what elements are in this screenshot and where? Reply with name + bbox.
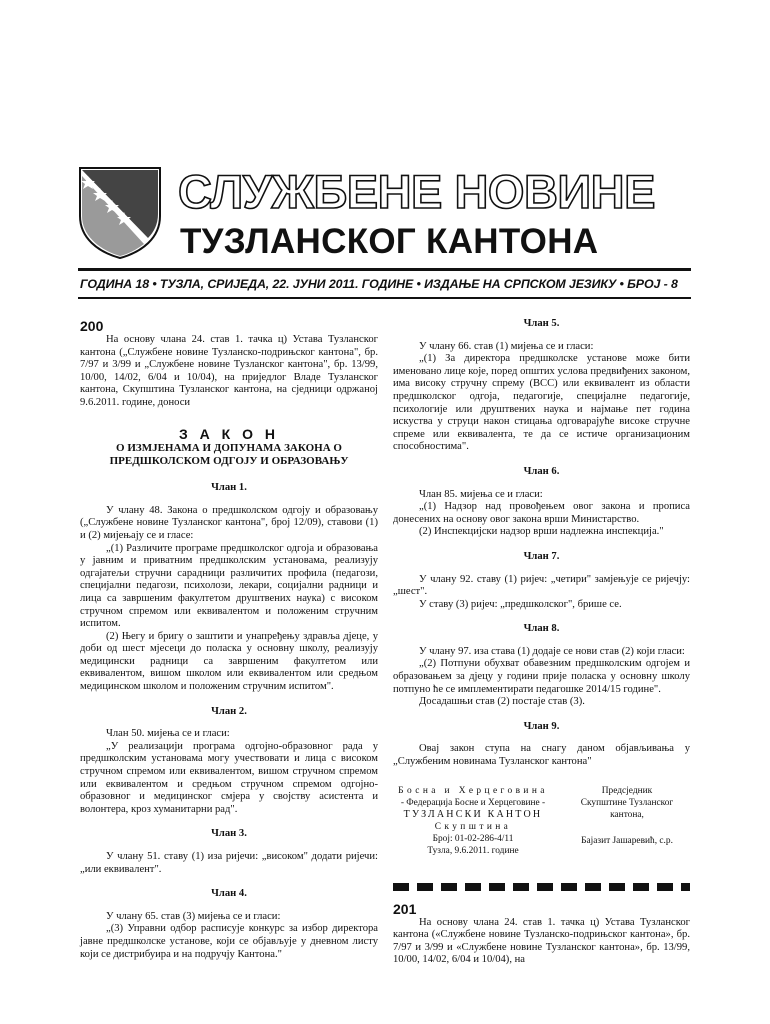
- article-heading: Члан 4.: [211, 888, 247, 900]
- article-paragraph: „(1) Различите програме предшколског одгоја и образовања у јавним и приватним предшколским установама, реализују одгајатељи стручни сарадници различитих профила (педагози, специјални педагози, психолози, лекари, социјални радници и лица са завршеним факултетом друштвених наука) с високом стручном спремом или еквивалентом и положеним стручним испитом.: [80, 542, 378, 630]
- article-paragraph: У члану 92. ставу (1) ријеч: „четири" замјењује се ријечју: „шест".: [393, 573, 690, 598]
- article-heading: Члан 1.: [211, 482, 247, 494]
- signature-issuer: [393, 785, 553, 857]
- issuer-federation: - Федерација Босне и Херцеговине -: [400, 797, 546, 808]
- act-preamble: На основу члана 24. став 1. тачка ц) Устава Тузланског кантона („Службене новине Тузланско-подрињског кантона", бр. 7/97 и 3/99 и „Службене новине Тузланског кантона", бр. 13/99, 10/00, 14/02, 6/04 и 10/04), на приједлог Владе Тузланског кантона, Скупштина Тузланског кантона, на сједници одржаној 9.6.2011. године, доноси: [80, 334, 378, 408]
- article-heading: Члан 9.: [523, 720, 560, 732]
- article-paragraph: У члану 66. став (1) мијења се и гласи:: [419, 340, 594, 352]
- act-preamble: На основу члана 24. став 1. тачка ц) Устава Тузланског кантона («Службене новине Тузланско-подрињског кантона», бр. 7/97 и 3/99 и «Службене новине Тузланског кантона», бр. 13/99, 10/00, 14/02, 6/04 и 10/04), на: [393, 916, 690, 966]
- article-paragraph: „У реализацији програма одгојно-образовног рада у предшколским установама могу учествовати и лица с високом стручном спремом или еквивалентом, вишом стручном спремом или еквивалентом и средњом стручном спремом одгојно-образовног и медицинског смјера у својству асистента и волонтера, кроз хуманитарни рад".: [80, 740, 378, 815]
- article-paragraph: (2) Његу и бригу о заштити и унапређењу здравља дјеце, у доби од шест мјесеци до поласка у основну школу, реализују медицински радници са завршеним факултетом или еквивалентом, вишом школом или еквивалентом или средњом медицинском школом и положеним стручним испитом".: [80, 630, 378, 693]
- issuer-reference-number: Број: 01-02-286-4/11: [432, 833, 514, 844]
- article-paragraph: У члану 97. иза става (1) додаје се нови став (2) који гласи:: [419, 645, 685, 657]
- article-heading: Члан 8.: [523, 623, 560, 635]
- issuer-canton: ТУЗЛАНСКИ КАНТОН: [403, 808, 543, 820]
- article-paragraph: У члану 65. став (3) мијења се и гласи:: [106, 910, 281, 922]
- issue-line: ГОДИНА 18 • ТУЗЛА, СРИЈЕДА, 22. ЈУНИ 2011. ГОДИНЕ • ИЗДАЊЕ НА СРПСКОМ ЈЕЗИКУ • БРОЈ - 8: [80, 277, 678, 291]
- gazette-subtitle: ТУЗЛАНСКОГ КАНТОНА: [180, 222, 599, 261]
- article-paragraph: Овај закон ступа на снагу даном објављивања у „Службеним новинама Тузланског кантона": [393, 743, 690, 768]
- article-heading: Члан 5.: [523, 318, 560, 329]
- article-paragraph: Члан 85. мијења се и гласи:: [419, 488, 543, 500]
- signature-signer: [564, 785, 690, 857]
- article-paragraph: „(2) Потпуни обухват обавезним предшколским одгојем и образовањем за дјецу у години прије поласка у основну школу потпуно ће се имплементирати педагошке 2014/15 године".: [393, 658, 690, 695]
- gazette-title: СЛУЖБЕНЕ НОВИНЕ: [178, 165, 655, 218]
- article-paragraph: У члану 51. ставу (1) иза ријечи: „високом" додати ријечи: „или еквивалент".: [80, 851, 378, 875]
- law-title: З А К О Н: [179, 425, 279, 442]
- act-separator: [393, 883, 690, 891]
- article-paragraph: У члану 48. Закона о предшколском одгоју и образовању („Службене новине Тузланског кантона", број 12/09), ставови (1) и (2) мијењају се и гласе:: [80, 504, 378, 541]
- column-right: [393, 318, 690, 967]
- masthead-rule-top: [78, 268, 691, 271]
- column-left: [80, 318, 378, 961]
- signer-body: Скупштине Тузланског кантона,: [580, 797, 674, 820]
- issuer-assembly: Скупштина: [434, 821, 512, 832]
- article-paragraph: Члан 50. мијења се и гласи:: [106, 728, 230, 740]
- law-subtitle: О ИЗМЈЕНАМА И ДОПУНАМА ЗАКОНА О ПРЕДШКОЛСКОМ ОДГОЈУ И ОБРАЗОВАЊУ: [109, 442, 349, 468]
- signature-block: [393, 785, 690, 857]
- article-heading: Члан 3.: [211, 828, 247, 840]
- signer-name: Бајазит Јашаревић, с.р.: [581, 835, 673, 846]
- issuer-country: Босна и Херцеговина: [398, 785, 548, 796]
- article-heading: Члан 6.: [523, 465, 560, 477]
- masthead-rule-bottom: [78, 297, 691, 299]
- coat-of-arms-icon: [78, 166, 162, 260]
- article-paragraph: „(3) Управни одбор расписује конкурс за избор директора јавне предшколске установе, који се објављује у дневном листу који се дистрибуира и на подручју Кантона.": [80, 923, 378, 960]
- signer-title: Предсједник: [601, 785, 653, 796]
- article-heading: Члан 7.: [523, 550, 560, 562]
- article-heading: Члан 2.: [211, 705, 247, 717]
- article-paragraph: (2) Инспекцијски надзор врши надлежна инспекција.": [419, 526, 664, 538]
- act-number: 200: [80, 318, 104, 334]
- article-paragraph: „(1) За директора предшколске установе може бити именовано лице које, поред општих услова предвиђених законом, има високу стручну спрему (ВСС) или еквивалент из области предшколског одгоја, педагогије, специјалне педагогије, психологије или друштвених наука и најмање пет година искуства у струци након стицања одговарајуће високе стручне спреме или еквивалента, те да се истиче организационим способностима".: [393, 353, 690, 453]
- article-paragraph: Досадашњи став (2) постаје став (3).: [419, 696, 585, 708]
- article-paragraph: У ставу (3) ријеч: „предшколског", брише се.: [419, 598, 622, 610]
- article-paragraph: „(1) Надзор над провођењем овог закона и прописа донесених на основу овог закона врши Министарство.: [393, 501, 690, 525]
- act-number: 201: [393, 900, 417, 917]
- issuer-place-date: Тузла, 9.6.2011. године: [427, 845, 519, 856]
